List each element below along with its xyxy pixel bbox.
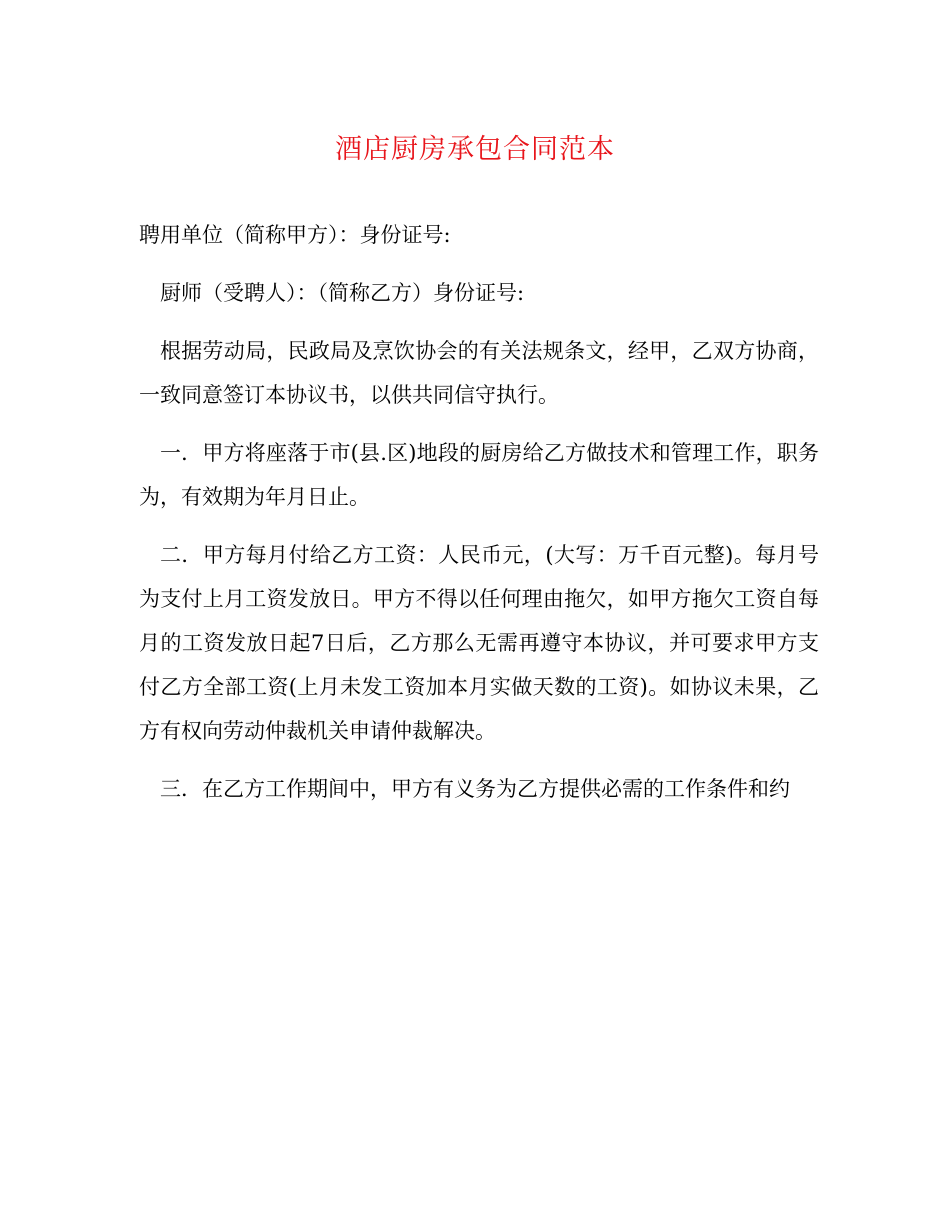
document-body [139,213,819,825]
paragraph-employer-info: 聘用单位（简称甲方）：身份证号: [139,223,451,247]
paragraph-clause-3: 三．在乙方工作期间中，甲方有义务为乙方提供必需的工作条件和约 [160,777,790,801]
document-title: 酒店厨房承包合同范本 [335,134,615,165]
paragraph-chef-info: 厨师（受聘人）：（简称乙方）身份证号: [160,281,525,305]
paragraph-clause-2: 二．甲方每月付给乙方工资：人民币元，(大写：万千百元整)。每月号为支付上月工资发放日。甲方不得以任何理由拖欠，如甲方拖欠工资自每月的工资发放日起7日后，乙方那么无需再遵守本协议，并可要求甲方支付乙方全部工资(上月未发工资加本月实做天数的工资)。如协议未果，乙方有权向劳动仲裁机关申请仲裁解决。 [139,543,819,743]
paragraph-preamble: 根据劳动局，民政局及烹饮协会的有关法规条文，经甲，乙双方协商，一致同意签订本协议书，以供共同信守执行。 [139,339,819,407]
paragraph-clause-1: 一．甲方将座落于市(县.区)地段的厨房给乙方做技术和管理工作，职务为，有效期为年月日止。 [139,441,819,509]
